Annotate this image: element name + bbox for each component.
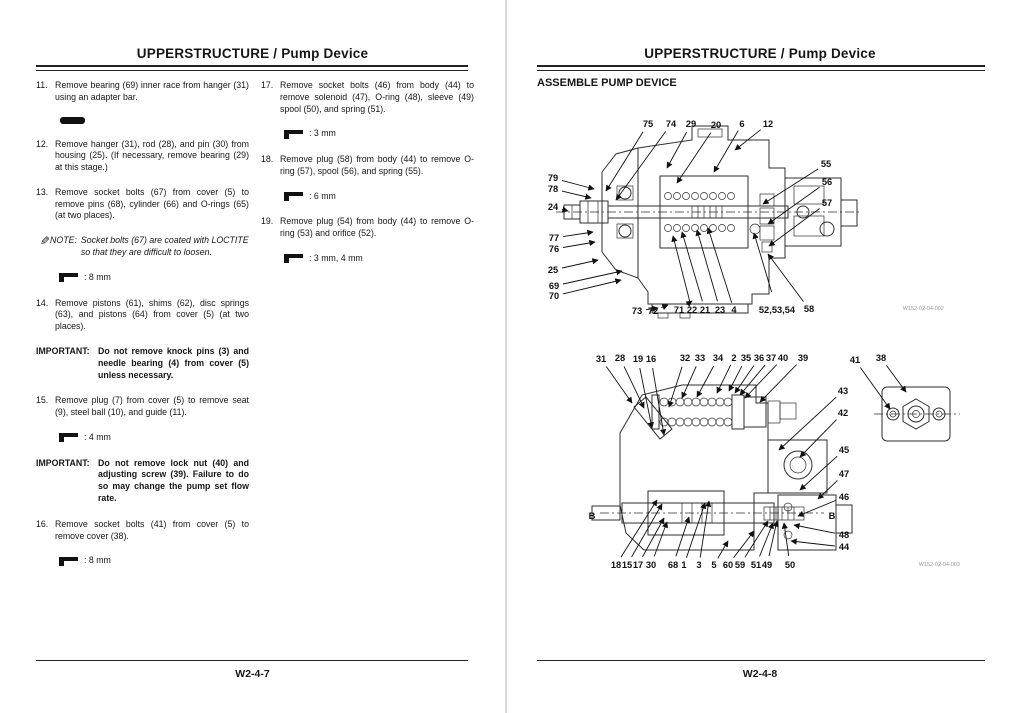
callout-number: 79 (547, 173, 559, 183)
callout-leader-line (735, 366, 754, 393)
callout-number: 35 (740, 353, 752, 363)
callout-number: 72 (647, 306, 659, 316)
step-number: 15. (36, 395, 49, 406)
callout-number: 47 (838, 469, 850, 479)
hex-size-text: : 3 mm (309, 128, 336, 139)
hex-wrench-icon (283, 191, 304, 202)
two-column-text (36, 80, 474, 581)
callout-number: 31 (595, 354, 607, 364)
callout-number: 71 (673, 305, 685, 315)
procedure-step (36, 519, 249, 543)
callout-number: 73 (631, 306, 643, 316)
callout-leader-line (563, 232, 593, 237)
callout-leader-line (653, 368, 664, 435)
page-title: UPPERSTRUCTURE / Pump Device (644, 46, 876, 61)
callout-number: 57 (821, 198, 833, 208)
callout-number: 20 (710, 120, 722, 130)
procedure-step (261, 80, 474, 115)
callout-leader-line (760, 523, 774, 557)
hex-wrench-icon (58, 432, 79, 443)
callout-number: 50 (784, 560, 796, 570)
step-text: Remove hanger (31), rod (28), and pin (30) from housing (25). (If necessary, remove bearing (29) at this stage.) (55, 138, 249, 173)
callout-number: 17 (632, 560, 644, 570)
pump-section-bb-figure (582, 345, 982, 580)
hex-size-text: : 8 mm (84, 555, 111, 566)
note-block (36, 235, 249, 259)
callout-number: 37 (765, 353, 777, 363)
callout-number: 70 (548, 291, 560, 301)
callout-number: 43 (837, 386, 849, 396)
header-rule (36, 65, 468, 71)
callout-number: 25 (547, 265, 559, 275)
callout-leader-line (860, 368, 890, 410)
callout-number: 68 (667, 560, 679, 570)
callout-number: 78 (547, 184, 559, 194)
callout-number: 48 (838, 530, 850, 540)
procedure-step (36, 298, 249, 333)
hex-key-size-row (58, 432, 249, 444)
figure-code: W152-02-04-003 (918, 562, 960, 568)
callout-number: 51 (750, 560, 762, 570)
figure-code: W152-02-04-002 (902, 306, 944, 312)
section-letter-label: B (828, 511, 836, 521)
callout-number: 32 (679, 353, 691, 363)
callout-number: 77 (548, 233, 560, 243)
hex-key-size-row (283, 128, 474, 140)
hex-wrench-icon (58, 556, 79, 567)
step-text: Remove pistons (61), shims (62), disc springs (63), and pistons (64) from cover (5) (at two places). (55, 297, 249, 332)
callout-number: 2 (731, 353, 737, 363)
callout-number: 56 (821, 177, 833, 187)
callout-leader-line (562, 191, 591, 198)
callout-number: 29 (685, 119, 697, 129)
hex-key-size-row (283, 191, 474, 203)
callout-number: 21 (699, 305, 711, 315)
callout-number: 40 (777, 353, 789, 363)
step-number: 13. (36, 186, 49, 197)
step-number: 11. (36, 80, 48, 90)
callout-leader-line (562, 209, 568, 211)
callout-leader-line (562, 260, 598, 268)
procedure-step (36, 187, 249, 222)
callout-number: 34 (712, 353, 724, 363)
callout-leader-line (818, 480, 837, 499)
important-text: Do not remove lock nut (40) and adjusting screw (39). Failure to do so may change the pump set flow rate. (98, 457, 249, 503)
step-text: Remove plug (58) from body (44) to remove O-ring (57), spool (56), and spring (55). (280, 154, 474, 176)
hex-wrench-icon (283, 253, 304, 264)
callout-leader-line (563, 242, 595, 248)
important-block (36, 346, 249, 381)
procedure-step (36, 80, 249, 104)
right-column (261, 80, 474, 581)
step-number: 12. (36, 138, 49, 149)
procedure-step (36, 395, 249, 419)
procedure-step (36, 139, 249, 174)
callout-number: 74 (665, 119, 677, 129)
callout-leader-line (708, 228, 732, 303)
callout-number: 4 (731, 305, 737, 315)
callout-number: 75 (642, 119, 654, 129)
callout-leader-line (654, 522, 667, 556)
important-text: Do not remove knock pins (3) and needle bearing (4) from cover (5) unless necessary. (98, 345, 249, 380)
callout-leader-line (760, 365, 797, 402)
callout-leader-line (673, 236, 690, 301)
step-number: 17. (261, 80, 274, 90)
callout-number: 16 (645, 354, 657, 364)
step-number: 14. (36, 297, 49, 308)
procedure-step (261, 154, 474, 178)
callout-number: 52,53,54 (758, 305, 796, 315)
callout-number: 46 (838, 492, 850, 502)
note-label: NOTE: (50, 235, 77, 246)
hex-wrench-icon (283, 129, 304, 140)
callout-number: 59 (734, 560, 746, 570)
callout-leader-line (682, 232, 702, 301)
callout-number: 49 (761, 560, 773, 570)
callout-leader-line (800, 456, 837, 490)
important-label: IMPORTANT: (36, 457, 90, 468)
footer-rule (537, 660, 985, 661)
callout-number: 44 (838, 542, 850, 552)
step-text: Remove socket bolts (46) from body (44) to remove solenoid (47), O-ring (48), sleeve (49) spool (50), and spring (51). (280, 80, 474, 114)
procedure-step (261, 216, 474, 240)
step-text: Remove socket bolts (41) from cover (5) to remove cover (38). (55, 518, 249, 541)
left-column (36, 80, 249, 581)
callout-number: 41 (849, 355, 861, 365)
callout-leader-line (621, 500, 657, 557)
important-block (36, 458, 249, 505)
pump-cross-section-figure (542, 108, 962, 333)
important-label: IMPORTANT: (36, 345, 90, 356)
callout-number: 5 (711, 560, 717, 570)
callout-number: 30 (645, 560, 657, 570)
callout-leader-line (768, 254, 804, 302)
pencil-icon: ✎ (39, 234, 50, 249)
section-letter-label: B (588, 511, 596, 521)
footer-rule (36, 660, 468, 661)
step-text: Remove plug (7) from cover (5) to remove seat (9), steel ball (10), and guide (11). (55, 395, 249, 418)
callout-number: 36 (753, 353, 765, 363)
step-number: 16. (36, 518, 49, 529)
callout-number: 24 (547, 202, 559, 212)
callout-leader-line (640, 368, 652, 428)
callout-number: 23 (714, 305, 726, 315)
hex-wrench-icon (58, 272, 79, 283)
callout-leader-line (667, 132, 687, 168)
callout-number: 1 (681, 560, 687, 570)
callout-leader-line (662, 305, 669, 308)
callout-leader-line (700, 501, 709, 558)
callout-leader-line (562, 180, 594, 189)
callout-leader-line (763, 169, 818, 204)
callout-leader-line (779, 397, 836, 450)
figure-line-art (556, 126, 862, 318)
callout-leader-line (606, 367, 632, 404)
step-number: 18. (261, 154, 274, 165)
callout-number: 6 (739, 119, 745, 129)
callout-number: 38 (875, 353, 887, 363)
callout-leader-line (697, 230, 718, 301)
hex-key-size-row (283, 253, 474, 265)
callout-leader-line (794, 525, 835, 533)
hex-size-text: : 3 mm, 4 mm (309, 253, 363, 264)
adapter-bar-icon (60, 117, 85, 124)
adapter-bar-icon-row (60, 117, 249, 124)
callout-leader-line (791, 541, 835, 546)
callout-number: 69 (548, 281, 560, 291)
callout-number: 42 (837, 408, 849, 418)
callout-leader-line (784, 523, 789, 556)
callout-leader-line (769, 521, 777, 556)
step-text: Remove bearing (69) inner race from hanger (31) using an adapter bar. (55, 80, 249, 102)
callout-leader-line (734, 531, 754, 558)
callout-leader-line (769, 209, 820, 247)
step-text: Remove socket bolts (67) from cover (5) to remove pins (68), cylinder (66) and O-rings (65) (at two places). (55, 186, 249, 221)
hex-size-text: : 6 mm (309, 190, 336, 201)
callout-number: 28 (614, 353, 626, 363)
callout-leader-line (682, 366, 696, 398)
page-title: UPPERSTRUCTURE / Pump Device (136, 46, 369, 61)
callout-number: 76 (548, 244, 560, 254)
manual-page-left (0, 0, 505, 713)
step-text: Remove plug (54) from body (44) to remove O-ring (53) and orifice (52). (280, 216, 474, 239)
callout-number: 60 (722, 560, 734, 570)
step-number: 19. (261, 216, 274, 227)
callout-number: 58 (803, 304, 815, 314)
hex-size-text: : 8 mm (84, 271, 111, 282)
callout-leader-line (717, 365, 731, 393)
section-title: ASSEMBLE PUMP DEVICE (537, 77, 677, 89)
page-number: W2-4-8 (742, 668, 778, 680)
callout-number: 12 (762, 119, 774, 129)
hex-key-size-row (58, 272, 249, 284)
callout-leader-line (729, 366, 742, 391)
callout-number: 18 (610, 560, 622, 570)
page-number: W2-4-7 (235, 668, 270, 680)
callout-number: 39 (797, 353, 809, 363)
callout-leader-line (616, 132, 666, 201)
note-text: Socket bolts (67) are coated with LOCTITE so that they are difficult to loosen. (80, 235, 249, 258)
header-rule (537, 65, 985, 71)
callout-leader-line (697, 366, 714, 397)
callout-leader-line (886, 365, 906, 392)
callout-number: 55 (820, 159, 832, 169)
hex-size-text: : 4 mm (84, 431, 111, 442)
callout-number: 45 (838, 445, 850, 455)
callout-number: 33 (694, 353, 706, 363)
callout-number: 15 (621, 560, 633, 570)
callout-number: 19 (632, 354, 644, 364)
callout-number: 22 (686, 305, 698, 315)
hex-key-size-row (58, 555, 249, 567)
manual-page-right (507, 0, 1013, 713)
callout-number: 3 (696, 560, 702, 570)
